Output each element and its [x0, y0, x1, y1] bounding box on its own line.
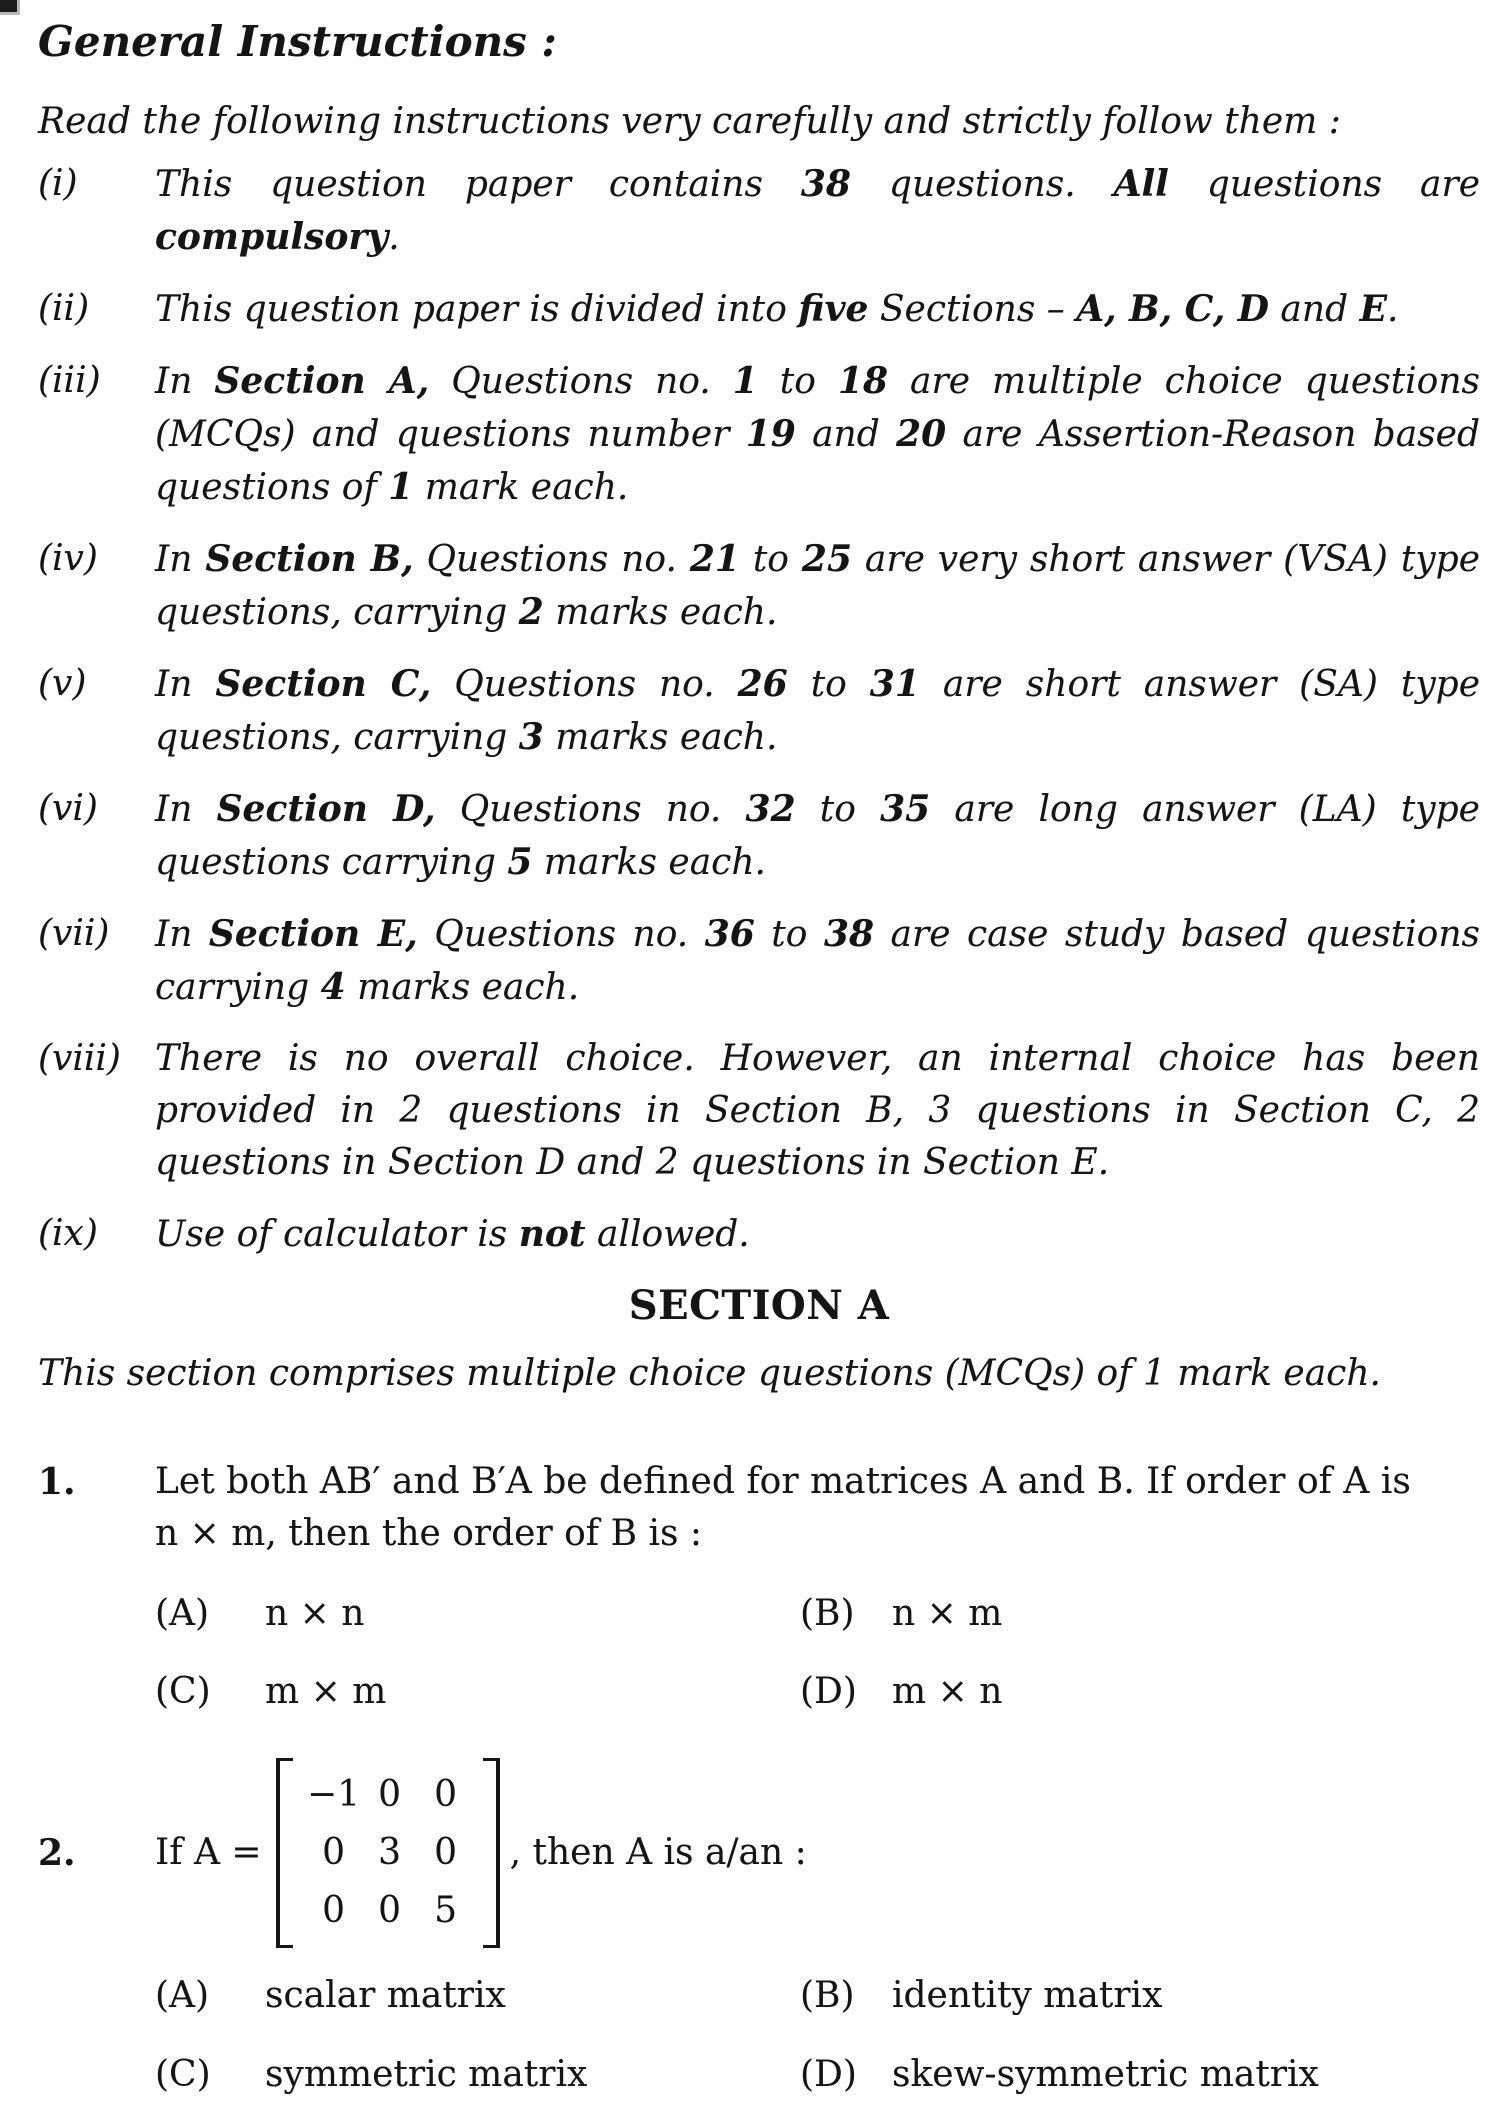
instruction-label: (ix)	[38, 1213, 98, 1254]
matrix-cell: 3	[378, 1832, 402, 1873]
option-a	[155, 1970, 800, 2022]
option-text: m × n	[892, 1671, 1003, 1712]
question-number: 1.	[38, 1461, 76, 1503]
question-2-prefix: If A =	[155, 1832, 262, 1873]
option-label: (C)	[155, 2054, 211, 2095]
option-text: skew-symmetric matrix	[892, 2054, 1319, 2095]
option-c	[155, 1666, 800, 1718]
instruction-text: In Section B, Questions no. 21 to 25 are very short answer (VSA) type questions, carrying 2 marks each.	[155, 538, 1480, 633]
instruction-text: In Section A, Questions no. 1 to 18 are multiple choice questions (MCQs) and questions number 19 and 20 are Assertion-Reason based questions of 1 mark each.	[155, 360, 1481, 508]
instruction-item-v	[38, 658, 1480, 764]
option-text: n × n	[265, 1593, 365, 1634]
section-a-subheading: This section comprises multiple choice questions (MCQs) of 1 mark each.	[38, 1353, 1381, 1394]
instruction-item-vi	[38, 783, 1480, 889]
instructions-list	[38, 158, 1480, 1261]
matrix	[276, 1758, 500, 1948]
matrix-grid	[306, 1758, 474, 1948]
option-label: (B)	[800, 1975, 855, 2016]
matrix-cell: 0	[378, 1890, 402, 1931]
instruction-item-vii	[38, 908, 1480, 1014]
instruction-text: In Section D, Questions no. 32 to 35 are long answer (LA) type questions carrying 5 marks each.	[155, 788, 1480, 883]
option-label: (D)	[800, 2054, 857, 2095]
instruction-text: Use of calculator is not allowed.	[155, 1213, 750, 1255]
matrix-bracket-left-icon	[276, 1758, 293, 1948]
section-a-heading: SECTION A	[628, 1282, 890, 1329]
question-2-suffix: , then A is a/an :	[509, 1832, 807, 1873]
general-instructions-title: General Instructions :	[38, 17, 557, 66]
instruction-text: In Section E, Questions no. 36 to 38 are case study based questions carrying 4 marks each.	[155, 913, 1481, 1008]
instruction-label: (v)	[38, 663, 87, 704]
option-text: scalar matrix	[265, 1975, 506, 2016]
option-d	[800, 1666, 1002, 1718]
instruction-item-iv	[38, 533, 1480, 639]
instruction-label: (i)	[38, 163, 78, 204]
instruction-text: In Section C, Questions no. 26 to 31 are short answer (SA) type questions, carrying 3 marks each.	[155, 663, 1481, 758]
option-d	[800, 2049, 1319, 2101]
instruction-text: This question paper is divided into five Sections – A, B, C, D and E.	[155, 288, 1399, 330]
instruction-label: (iii)	[38, 360, 101, 401]
option-text: symmetric matrix	[265, 2054, 588, 2095]
option-b	[800, 1970, 1162, 2022]
question-1-options-row-1	[155, 1588, 1480, 1640]
question-1-options-row-2	[155, 1666, 1480, 1718]
option-text: identity matrix	[892, 1975, 1163, 2016]
instruction-label: (viii)	[38, 1038, 121, 1079]
option-label: (D)	[800, 1671, 857, 1712]
option-label: (A)	[155, 1975, 210, 2016]
option-b	[800, 1588, 1002, 1640]
option-a	[155, 1588, 800, 1640]
question-1	[38, 1456, 1480, 1560]
instruction-label: (vi)	[38, 788, 98, 829]
option-c	[155, 2049, 800, 2101]
question-2	[38, 1758, 1480, 1948]
option-label: (A)	[155, 1593, 210, 1634]
question-2-options-row-2	[155, 2049, 1480, 2101]
scan-corner-artifact	[0, 0, 17, 12]
instruction-label: (ii)	[38, 288, 90, 329]
option-text: m × m	[265, 1671, 387, 1712]
question-number: 2.	[38, 1832, 76, 1874]
instruction-item-ix	[38, 1208, 1480, 1261]
matrix-cell: −1	[307, 1774, 361, 1815]
matrix-bracket-right-icon	[483, 1758, 500, 1948]
matrix-cell: 0	[378, 1774, 402, 1815]
matrix-cell: 5	[434, 1890, 458, 1931]
matrix-cell: 0	[322, 1832, 346, 1873]
instruction-item-ii	[38, 283, 1480, 336]
option-label: (C)	[155, 1671, 211, 1712]
option-label: (B)	[800, 1593, 855, 1634]
instruction-text: This question paper contains 38 questions. All questions are compulsory.	[155, 163, 1480, 258]
question-text: Let both AB′ and B′A be defined for matrices A and B. If order of A is n × m, then the order of B is :	[155, 1461, 1411, 1554]
instruction-item-iii	[38, 355, 1480, 514]
matrix-cell: 0	[434, 1832, 458, 1873]
option-text: n × m	[892, 1593, 1003, 1634]
instructions-intro-line: Read the following instructions very carefully and strictly follow them :	[38, 101, 1341, 142]
question-2-options-row-1	[155, 1970, 1480, 2022]
instruction-item-i	[38, 158, 1480, 264]
instruction-label: (iv)	[38, 538, 98, 579]
matrix-cell: 0	[322, 1890, 346, 1931]
instruction-item-viii	[38, 1033, 1480, 1189]
instruction-label: (vii)	[38, 913, 110, 954]
instruction-text: There is no overall choice. However, an internal choice has been provided in 2 questions in Section B, 3 questions in Section C, 2 questions in Section D and 2 questions in Section E.	[155, 1038, 1480, 1183]
matrix-cell: 0	[434, 1774, 458, 1815]
